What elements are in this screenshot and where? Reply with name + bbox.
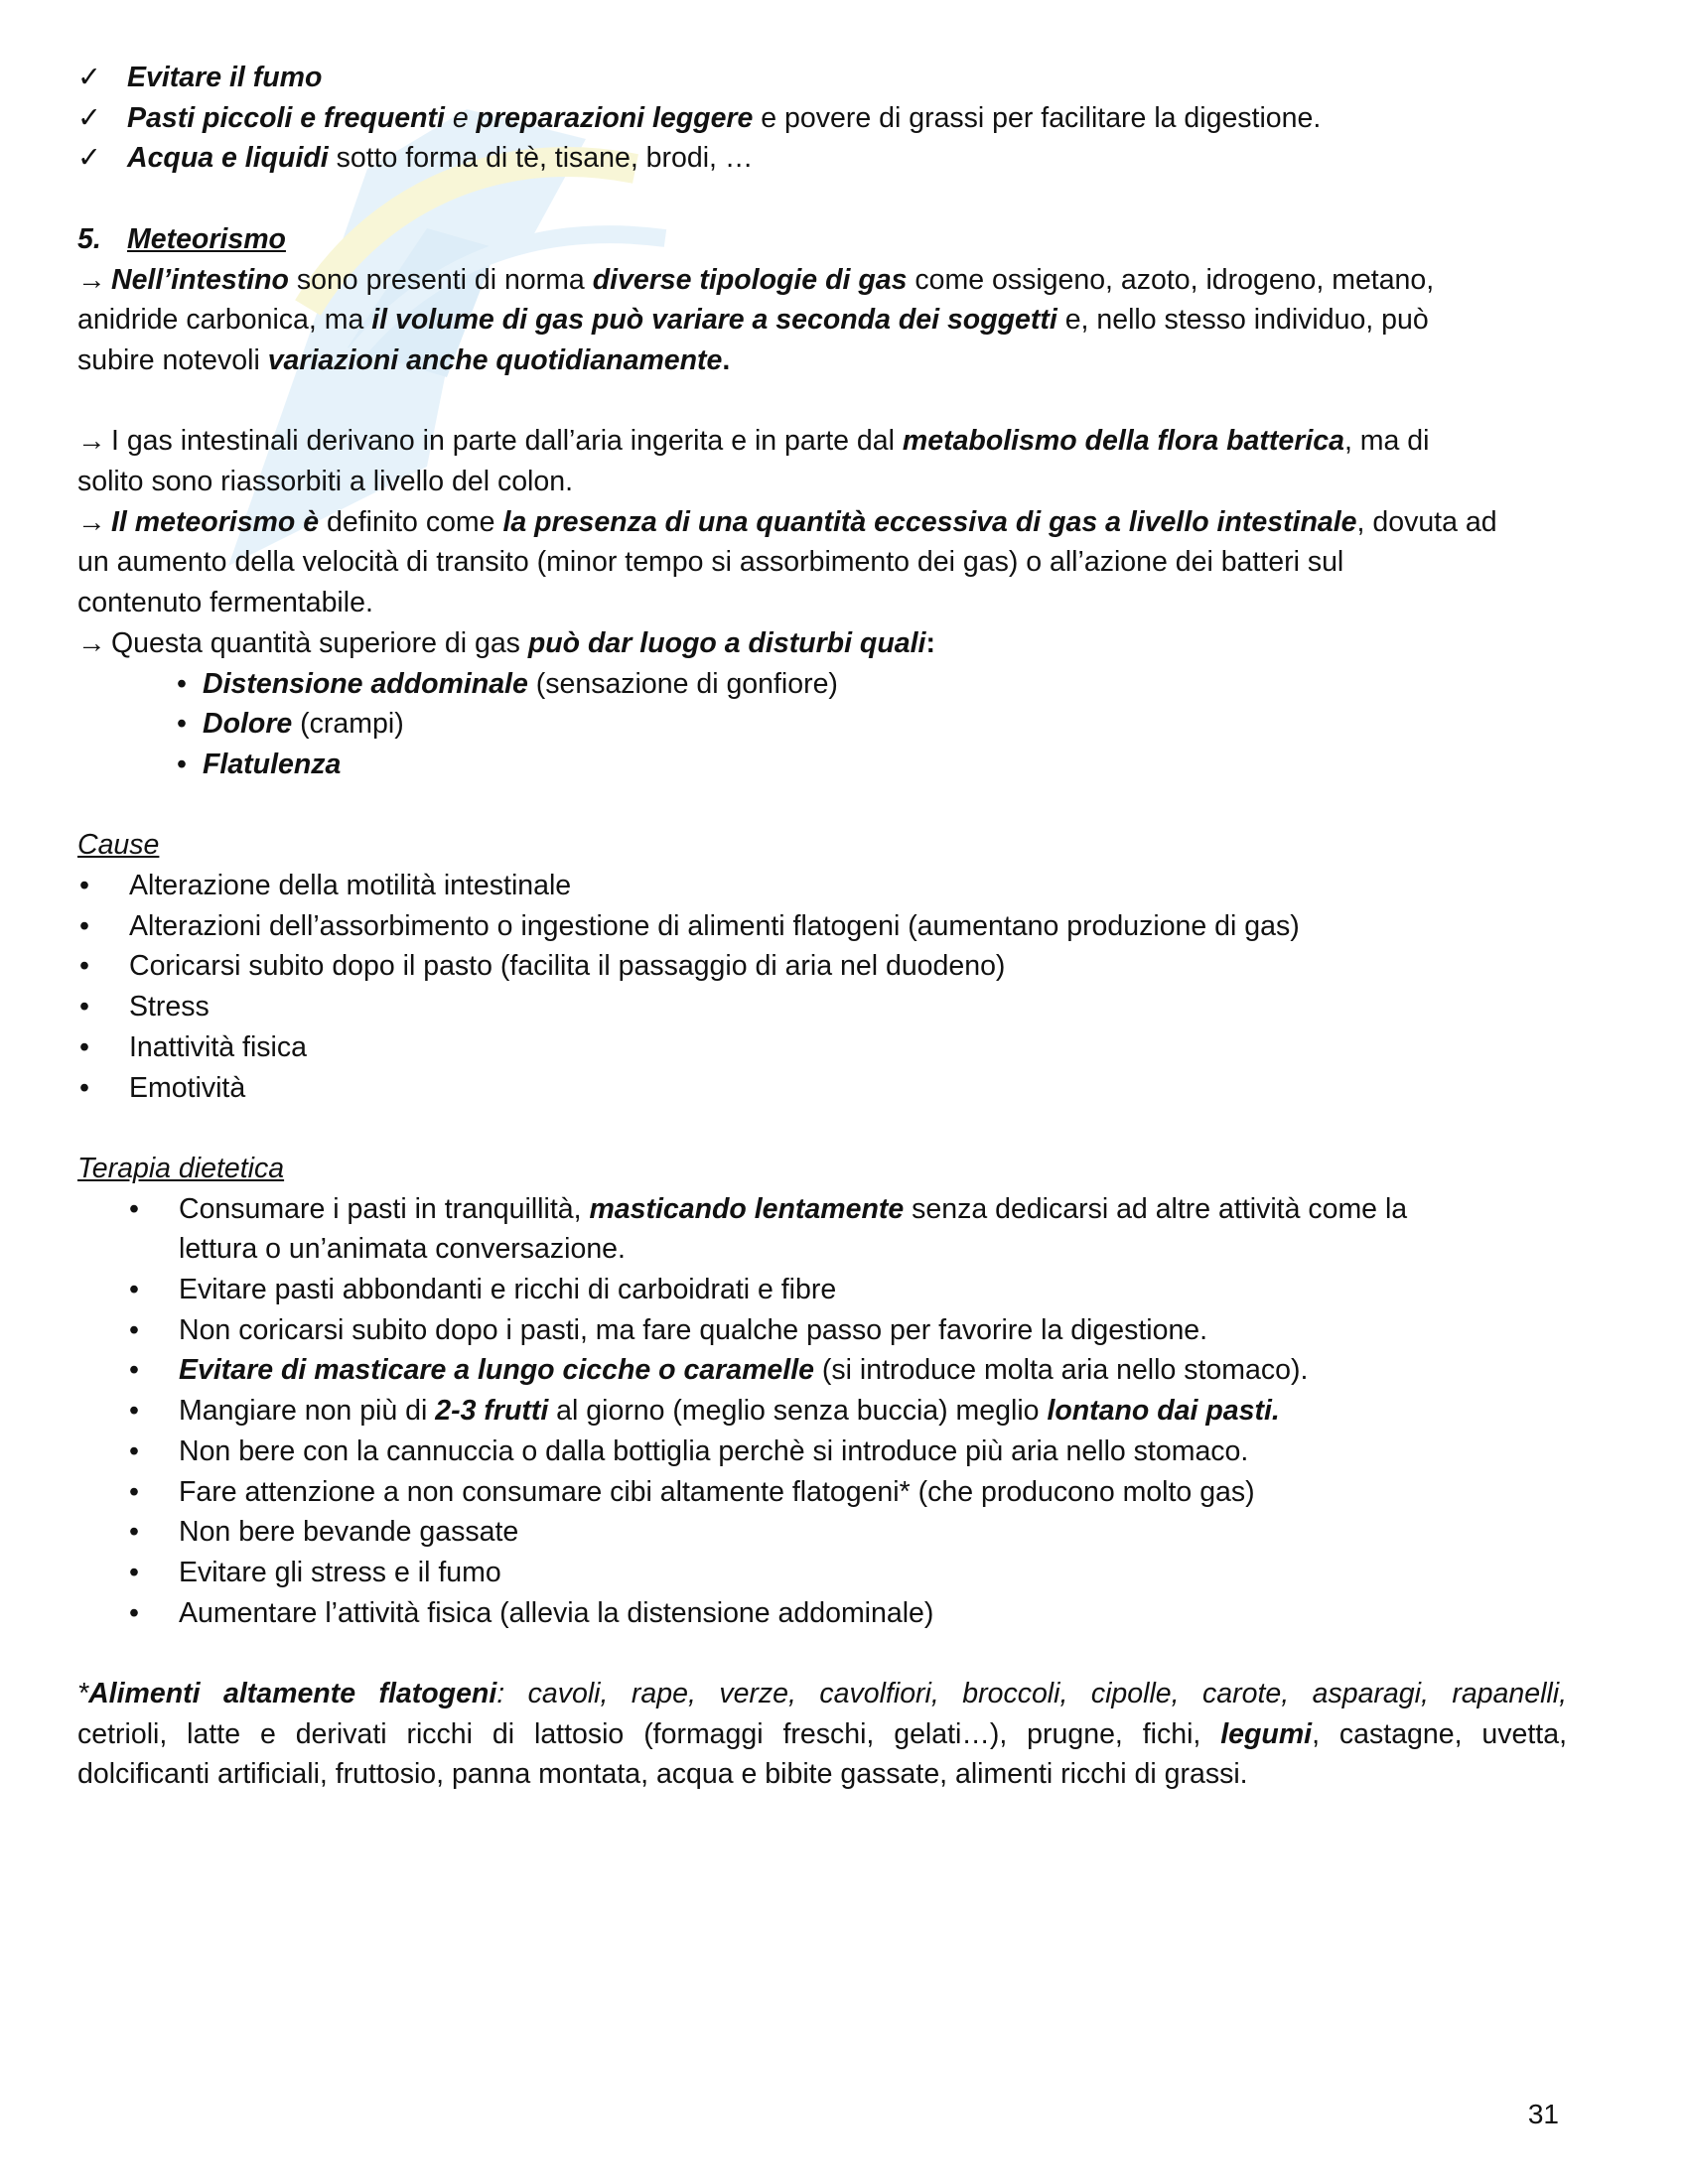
symptom-item: • Distensione addominale (sensazione di gonfiore) (77, 664, 1567, 705)
bullet-icon: • (177, 748, 187, 780)
checklist-item: ✓ Acqua e liquidi sotto forma di tè, tisane, brodi, … (77, 138, 1567, 179)
arrow-right-icon: → (77, 263, 106, 296)
footnote-line: cetrioli, latte e derivati ricchi di lattosio (formaggi freschi, gelati…), prugne, fichi, legumi, castagne, uvetta, (77, 1717, 1567, 1750)
cause-item: • Alterazioni dell’assorbimento o ingestione di alimenti flatogeni (aumentano produzione di gas) (77, 906, 1567, 947)
check-icon: ✓ (77, 62, 101, 93)
bullet-icon: • (177, 708, 187, 741)
causes-heading: Cause (77, 829, 160, 862)
footnote-line: dolcificanti artificiali, fruttosio, panna montata, acqua e bibite gassate, alimenti ricchi di grassi. (77, 1758, 1248, 1791)
therapy-item: • Evitare gli stress e il fumo (77, 1553, 1567, 1593)
check-icon: ✓ (77, 101, 101, 134)
paragraph-line: → Nell’intestino sono presenti di norma diverse tipologie di gas come ossigeno, azoto, idrogeno, metano, (77, 260, 1567, 301)
bullet-icon: • (79, 1071, 89, 1104)
section-heading: 5. Meteorismo (77, 222, 286, 255)
bullet-icon: • (129, 1313, 139, 1346)
therapy-item: • Evitare pasti abbondanti e ricchi di carboidrati e fibre (77, 1270, 1567, 1310)
check-icon: ✓ (77, 142, 101, 175)
paragraph-line: → Il meteorismo è definito come la presenza di una quantità eccessiva di gas a livello intestinale, dovuta ad (77, 502, 1567, 543)
paragraph-line: anidride carbonica, ma il volume di gas può variare a seconda dei soggetti e, nello stesso individuo, può (77, 304, 1429, 337)
cause-item: • Stress (77, 987, 1567, 1027)
bullet-icon: • (129, 1556, 139, 1588)
paragraph-line: solito sono riassorbiti a livello del colon. (77, 466, 574, 497)
paragraph-line: un aumento della velocità di transito (minor tempo si assorbimento dei gas) o all’azione dei batteri sul (77, 546, 1344, 579)
therapy-item: • Aumentare l’attività fisica (allevia la distensione addominale) (77, 1593, 1567, 1634)
arrow-right-icon: → (77, 425, 106, 458)
cause-item: • Inattività fisica (77, 1027, 1567, 1068)
page-number: 31 (1527, 2099, 1559, 2129)
bullet-icon: • (129, 1475, 139, 1508)
bullet-icon: • (79, 909, 89, 942)
bullet-icon: • (129, 1596, 139, 1629)
arrow-right-icon: → (77, 505, 106, 538)
bullet-icon: • (79, 950, 89, 983)
bullet-icon: • (129, 1192, 139, 1225)
cause-item: • Emotività (77, 1068, 1567, 1109)
therapy-item: • Non bere con la cannuccia o dalla bottiglia perchè si introduce più aria nello stomaco. (77, 1432, 1567, 1472)
checklist-item: ✓ Evitare il fumo (77, 58, 1567, 98)
therapy-item: • Non bere bevande gassate (77, 1512, 1567, 1553)
bullet-icon: • (177, 667, 187, 700)
bullet-icon: • (79, 1030, 89, 1063)
bullet-icon: • (129, 1434, 139, 1467)
therapy-item: • Consumare i pasti in tranquillità, masticando lentamente senza dedicarsi ad altre attività come la (77, 1189, 1567, 1230)
therapy-item: • Non coricarsi subito dopo i pasti, ma fare qualche passo per favorire la digestione. (77, 1310, 1567, 1351)
cause-item: • Alterazione della motilità intestinale (77, 866, 1567, 906)
cause-item: • Coricarsi subito dopo il pasto (facilita il passaggio di aria nel duodeno) (77, 946, 1567, 987)
paragraph-line: → Questa quantità superiore di gas può dar luogo a disturbi quali: (77, 623, 1567, 664)
paragraph-line: contenuto fermentabile. (77, 587, 373, 619)
symptom-item: • Dolore (crampi) (77, 704, 1567, 745)
therapy-heading: Terapia dietetica (77, 1152, 285, 1184)
bullet-icon: • (129, 1354, 139, 1387)
paragraph-line: → I gas intestinali derivano in parte dall’aria ingerita e in parte dal metabolismo della flora batterica, ma di (77, 421, 1567, 462)
therapy-item: • Evitare di masticare a lungo cicche o caramelle (si introduce molta aria nello stomaco). (77, 1350, 1567, 1391)
therapy-item: • Fare attenzione a non consumare cibi altamente flatogeni* (che producono molto gas) (77, 1472, 1567, 1513)
bullet-icon: • (79, 870, 89, 902)
bullet-icon: • (129, 1516, 139, 1549)
arrow-right-icon: → (77, 626, 106, 659)
therapy-item-continuation: lettura o un’animata conversazione. (179, 1233, 626, 1266)
symptom-item: • Flatulenza (77, 745, 1567, 785)
paragraph-line: subire notevoli variazioni anche quotidianamente. (77, 343, 731, 376)
bullet-icon: • (79, 991, 89, 1024)
therapy-item: • Mangiare non più di 2-3 frutti al giorno (meglio senza buccia) meglio lontano dai pasti. (77, 1391, 1567, 1432)
checklist-item: ✓ Pasti piccoli e frequenti e preparazioni leggere e povere di grassi per facilitare la digestione. (77, 98, 1567, 139)
footnote-line: *Alimenti altamente flatogeni: cavoli, rape, verze, cavolfiori, broccoli, cipolle, carote, asparagi, rapanelli, (77, 1678, 1567, 1710)
page-content (77, 58, 1567, 1795)
bullet-icon: • (129, 1274, 139, 1306)
bullet-icon: • (129, 1395, 139, 1428)
